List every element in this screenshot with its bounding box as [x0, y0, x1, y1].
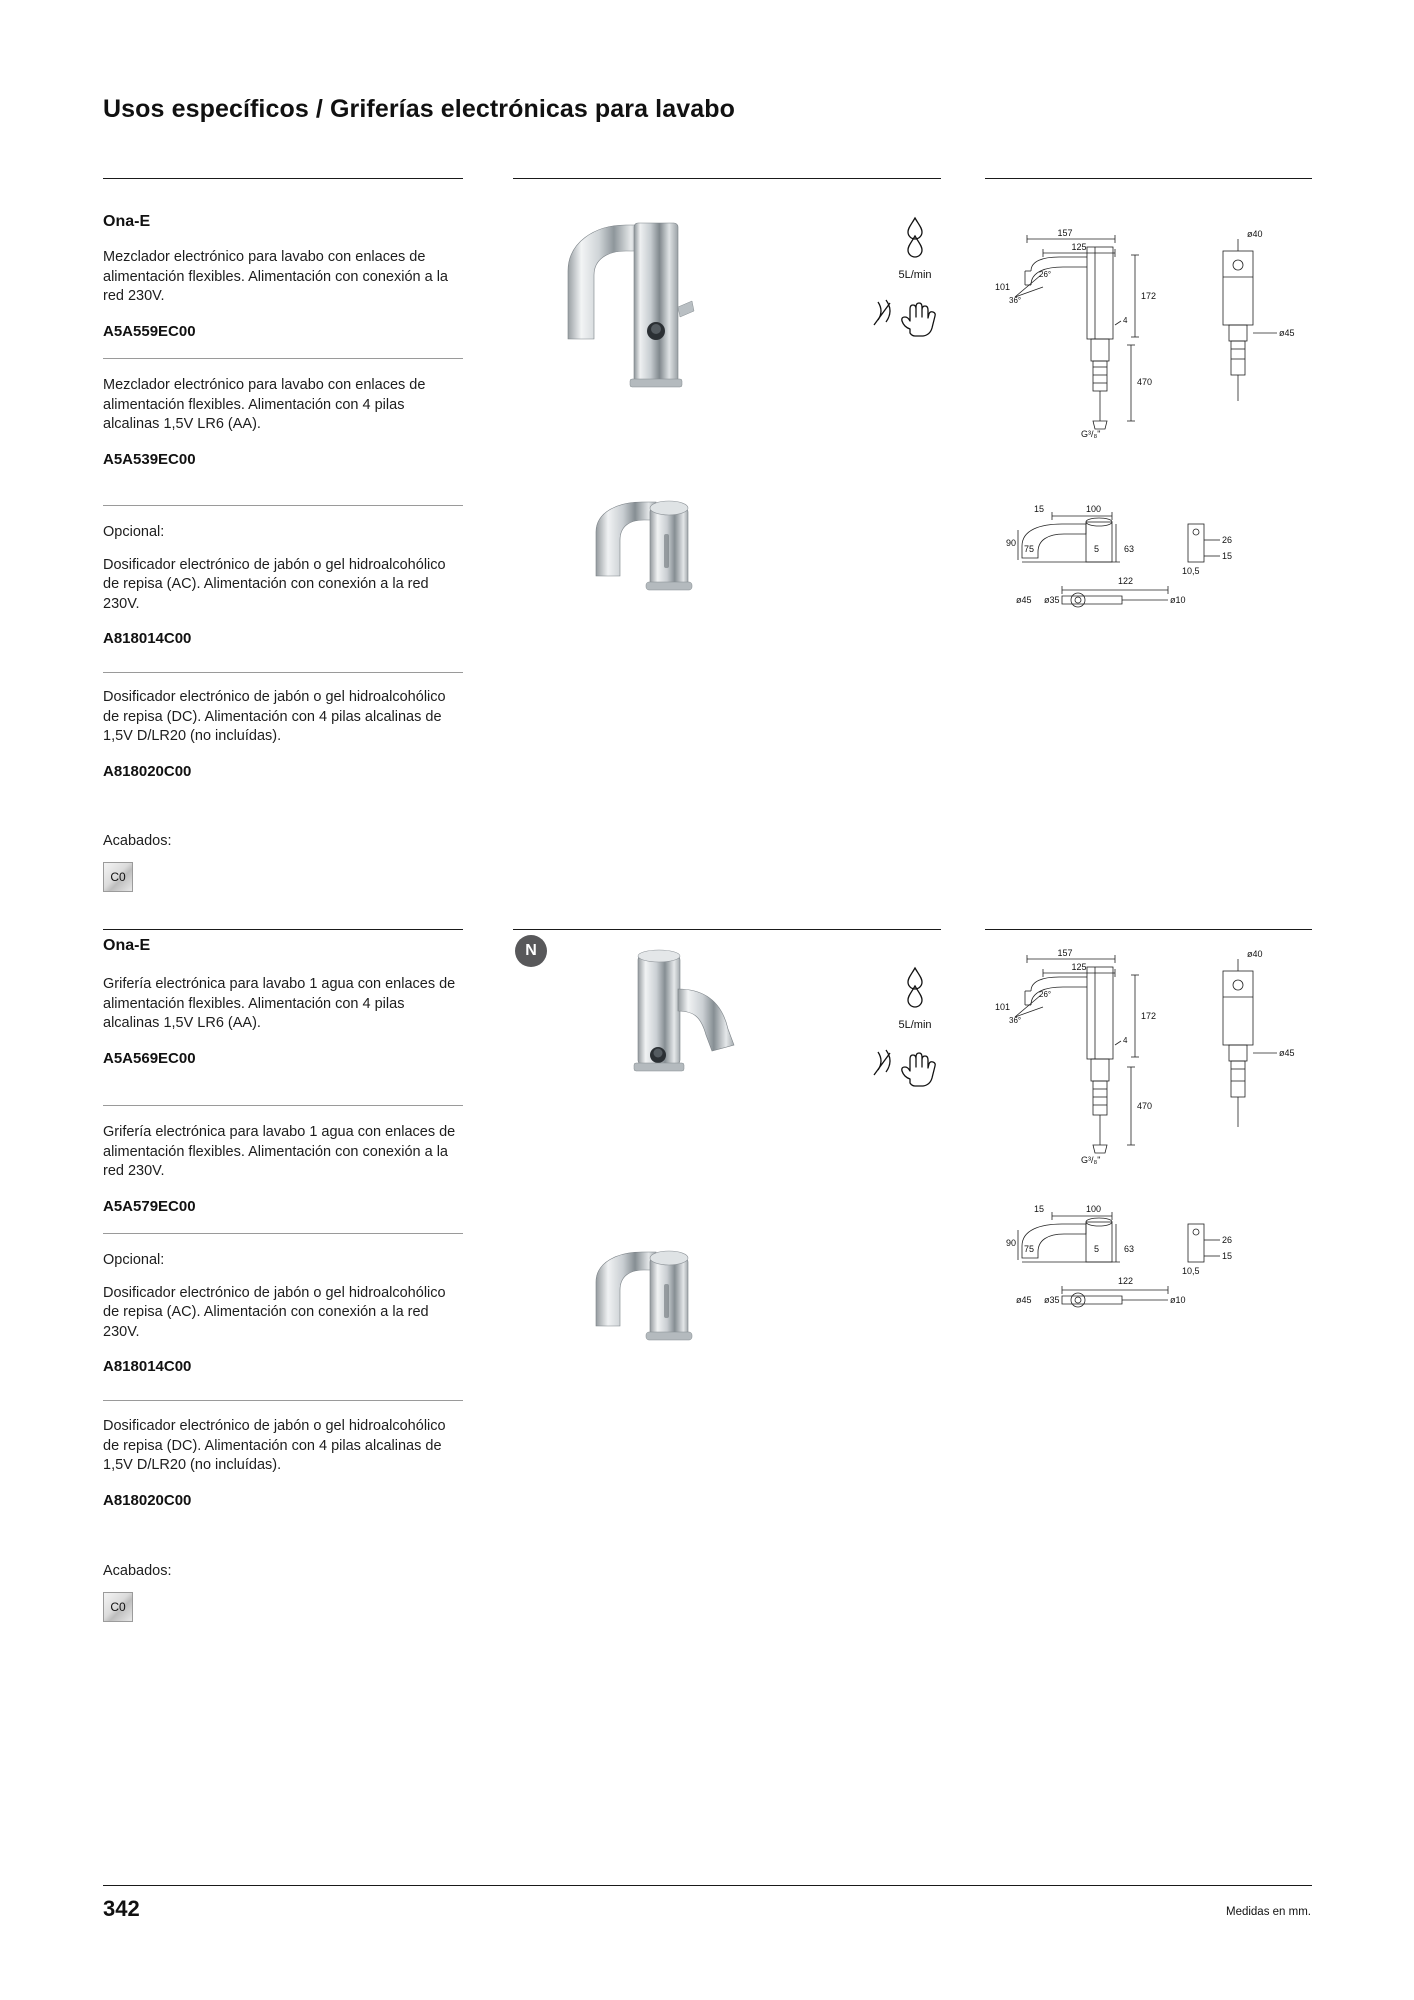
- section1-rule-photo: [513, 178, 941, 179]
- product-photo-soap-dispenser-1: [590, 490, 800, 635]
- section1-block3-optional-label: Opcional:: [103, 524, 165, 540]
- dim-s15b: 15: [1222, 551, 1233, 561]
- dim-s122: 122: [1118, 1276, 1134, 1286]
- dim-o45: ø45: [1279, 328, 1295, 338]
- dim-26: 26°: [1039, 990, 1052, 999]
- section1-title: Ona-E: [103, 213, 151, 230]
- section1-pictogram-flow: [880, 212, 950, 281]
- dim-s75: 75: [1024, 1244, 1035, 1254]
- dim-so10: ø10: [1170, 595, 1186, 605]
- sensor-hand-icon: [868, 1045, 968, 1095]
- section2-block1-code: A5A569EC00: [103, 1049, 196, 1067]
- divider: [103, 1233, 463, 1234]
- dim-s75: 75: [1024, 544, 1035, 554]
- section1-block3: [103, 523, 463, 647]
- footer-note: Medidas en mm.: [1225, 1906, 1311, 1918]
- page-title: Usos específicos / Griferías electrónicas para lavabo: [103, 95, 735, 123]
- section1-block2-text: Mezclador electrónico para lavabo con enlaces de alimentación flexibles. Alimentación con 4 pilas alcalinas 1,5V LR6 (AA).: [103, 377, 426, 432]
- divider: [103, 1400, 463, 1401]
- section1-block3-code: A818014C00: [103, 630, 192, 647]
- product-photo-tap-2: [600, 945, 840, 1150]
- dim-thread: G³/₈": [1081, 429, 1101, 439]
- section1-block1: [103, 248, 463, 340]
- section1-block4-text: Dosificador electrónico de jabón o gel hidroalcohólico de repisa (DC). Alimentación con 4 pilas alcalinas de 1,5V D/LR20 (no incluídas).: [103, 689, 446, 744]
- dim-so35: ø35: [1044, 595, 1060, 605]
- section2-rule-photo: [513, 929, 941, 930]
- dim-4: 4: [1123, 316, 1128, 325]
- water-drop-icon: [880, 212, 950, 262]
- section2-pictogram-sensor: [868, 1045, 968, 1100]
- section1-block2-code: A5A539EC00: [103, 450, 196, 468]
- dim-125: 125: [1071, 242, 1087, 252]
- section2-title: Ona-E: [103, 937, 151, 954]
- dim-s122: 122: [1118, 576, 1134, 586]
- dim-s105: 10,5: [1182, 1266, 1200, 1276]
- section2-block2-code: A5A579EC00: [103, 1197, 196, 1215]
- dim-s105: 10,5: [1182, 566, 1200, 576]
- dim-470: 470: [1137, 377, 1153, 387]
- section1-block3-text: Dosificador electrónico de jabón o gel hidroalcohólico de repisa (AC). Alimentación con conexión a la red 230V.: [103, 556, 446, 612]
- new-badge-label: N: [525, 942, 537, 959]
- dim-172: 172: [1141, 291, 1157, 301]
- section1-technical-drawing-mixer: [985, 225, 1315, 455]
- dim-s90: 90: [1006, 1238, 1017, 1248]
- dim-36: 36°: [1009, 296, 1022, 305]
- section2-flow-label: 5L/min: [898, 1019, 932, 1031]
- section1-rule-text: [103, 178, 463, 179]
- section1-pictogram-sensor: [868, 295, 968, 350]
- section2-block1: [103, 975, 463, 1067]
- section2-block3-optional-label: Opcional:: [103, 1252, 165, 1268]
- section2-pictogram-flow: [880, 962, 950, 1031]
- finish-swatch-label: C0: [110, 869, 126, 884]
- sensor-hand-icon: [868, 295, 968, 345]
- divider: [103, 1105, 463, 1106]
- section1-block2: [103, 376, 463, 468]
- dim-o40: ø40: [1247, 229, 1263, 239]
- section2-finishes: [103, 1562, 463, 1622]
- dim-so45: ø45: [1016, 595, 1032, 605]
- divider: [103, 358, 463, 359]
- dim-26: 26°: [1039, 270, 1052, 279]
- dim-36: 36°: [1009, 1016, 1022, 1025]
- dim-s5: 5: [1094, 544, 1100, 554]
- dim-so35: ø35: [1044, 1295, 1060, 1305]
- dim-157: 157: [1057, 228, 1073, 238]
- dim-so45: ø45: [1016, 1295, 1032, 1305]
- section2-block3-text: Dosificador electrónico de jabón o gel hidroalcohólico de repisa (AC). Alimentación con conexión a la red 230V.: [103, 1284, 446, 1340]
- dim-o45: ø45: [1279, 1048, 1295, 1058]
- dim-470: 470: [1137, 1101, 1153, 1111]
- dim-s26: 26: [1222, 1235, 1233, 1245]
- product-photo-mixer-1: [560, 215, 820, 420]
- section1-technical-drawing-soap: [1000, 500, 1310, 620]
- section1-block1-text: Mezclador electrónico para lavabo con enlaces de alimentación flexibles. Alimentación con conexión a la red 230V.: [103, 249, 448, 304]
- product-photo-soap-dispenser-2: [590, 1240, 800, 1385]
- section2-technical-drawing-soap: [1000, 1200, 1310, 1320]
- section2-block3: [103, 1251, 463, 1375]
- section1-text-column: [103, 213, 463, 231]
- finish-swatch-label: C0: [110, 1599, 126, 1614]
- dim-172: 172: [1141, 1011, 1157, 1021]
- dim-s15b: 15: [1222, 1251, 1233, 1261]
- divider: [103, 672, 463, 673]
- new-badge: [515, 935, 547, 967]
- section2-block4-code: A818020C00: [103, 1491, 192, 1509]
- section2-rule-text: [103, 929, 463, 930]
- dim-s15: 15: [1034, 504, 1045, 514]
- section2-block4-text: Dosificador electrónico de jabón o gel hidroalcohólico de repisa (DC). Alimentación con 4 pilas alcalinas de 1,5V D/LR20 (no incluídas).: [103, 1418, 446, 1473]
- section2-block3-code: A818014C00: [103, 1358, 192, 1375]
- page-number: 342: [103, 1896, 140, 1921]
- section1-block4: [103, 688, 463, 780]
- dim-s100: 100: [1086, 504, 1102, 514]
- section2-rule-draw: [985, 929, 1312, 930]
- dim-s100: 100: [1086, 1204, 1102, 1214]
- dim-s90: 90: [1006, 538, 1017, 548]
- dim-4: 4: [1123, 1036, 1128, 1045]
- dim-s63: 63: [1124, 544, 1135, 554]
- section1-flow-label: 5L/min: [898, 269, 932, 281]
- section1-finishes-label: Acabados:: [103, 833, 172, 849]
- finish-swatch-c0[interactable]: [103, 862, 133, 892]
- section2-block4: [103, 1417, 463, 1509]
- section2-text-column: [103, 937, 463, 955]
- section1-block4-code: A818020C00: [103, 762, 192, 780]
- dim-s15: 15: [1034, 1204, 1045, 1214]
- dim-101: 101: [995, 282, 1011, 292]
- dim-157: 157: [1057, 948, 1073, 958]
- section1-finishes: [103, 832, 463, 892]
- dim-101: 101: [995, 1002, 1011, 1012]
- dim-s26: 26: [1222, 535, 1233, 545]
- section1-block1-code: A5A559EC00: [103, 322, 196, 340]
- section2-finishes-label: Acabados:: [103, 1563, 172, 1579]
- section2-block2: [103, 1123, 463, 1215]
- footer-rule: [103, 1885, 1312, 1886]
- dim-so10: ø10: [1170, 1295, 1186, 1305]
- dim-s63: 63: [1124, 1244, 1135, 1254]
- dim-o40: ø40: [1247, 949, 1263, 959]
- section2-technical-drawing-tap: [985, 945, 1315, 1185]
- divider: [103, 505, 463, 506]
- section2-block1-text: Grifería electrónica para lavabo 1 agua con enlaces de alimentación flexibles. Alimentación con 4 pilas alcalinas 1,5V LR6 (AA).: [103, 976, 456, 1031]
- dim-125: 125: [1071, 962, 1087, 972]
- finish-swatch-c0[interactable]: [103, 1592, 133, 1622]
- dim-s5: 5: [1094, 1244, 1100, 1254]
- section1-rule-draw: [985, 178, 1312, 179]
- dim-thread: G³/₈": [1081, 1155, 1101, 1165]
- section2-block2-text: Grifería electrónica para lavabo 1 agua con enlaces de alimentación flexibles. Alimentación con conexión a la red 230V.: [103, 1124, 456, 1179]
- water-drop-icon: [880, 962, 950, 1012]
